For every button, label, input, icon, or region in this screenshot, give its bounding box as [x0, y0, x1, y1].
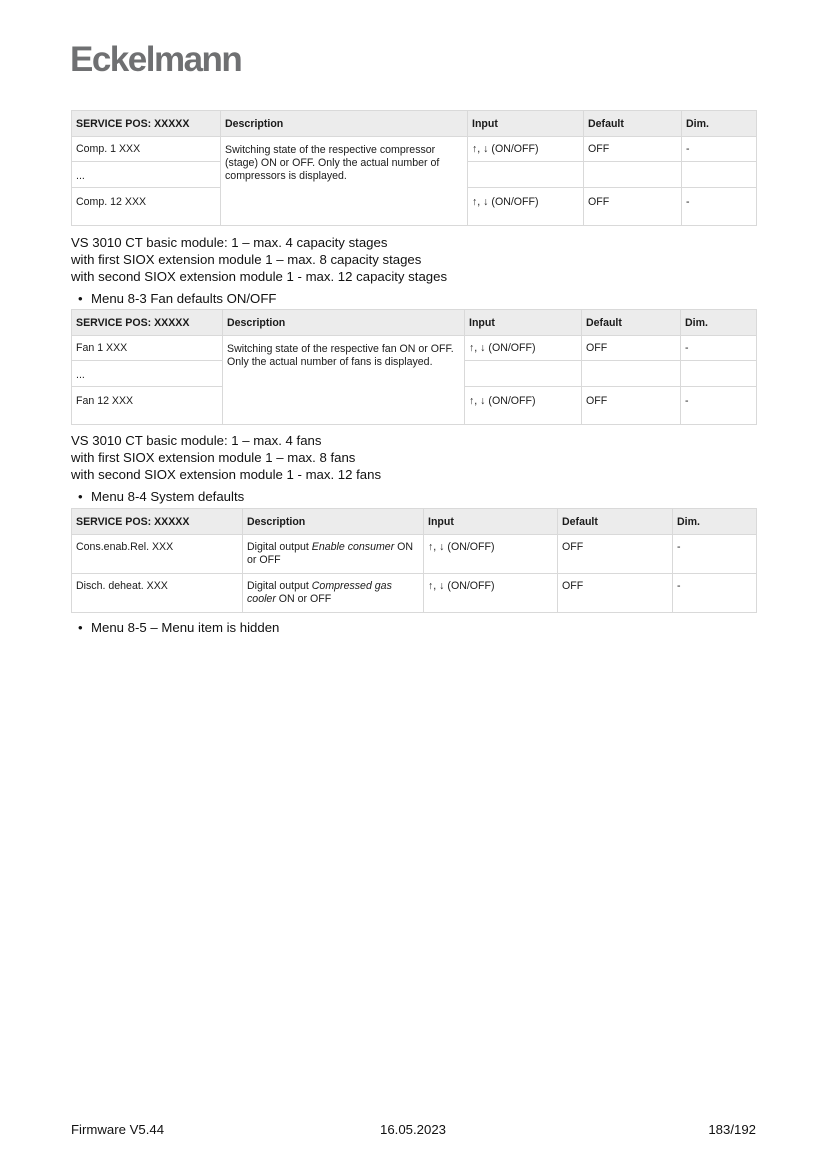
- note-line: VS 3010 CT basic module: 1 – max. 4 capacity stages: [71, 235, 388, 250]
- row-default: [584, 162, 682, 188]
- row-name: Fan 1 XXX: [72, 336, 223, 361]
- row-dim: [682, 162, 757, 188]
- col-header-description: Description: [243, 509, 424, 535]
- row-dim: -: [673, 574, 757, 613]
- fan-defaults-table: [71, 309, 757, 425]
- desc-suffix: ON or OFF: [247, 541, 414, 566]
- bullet-dot-icon: •: [78, 620, 83, 635]
- col-header-dim: Dim.: [673, 509, 757, 535]
- row-input: ↑, ↓ (ON/OFF): [468, 188, 584, 226]
- bullet-text: Menu 8-3 Fan defaults ON/OFF: [91, 291, 277, 306]
- col-header-dim: Dim.: [682, 111, 757, 137]
- col-header-input: Input: [465, 310, 582, 336]
- table-row: [72, 535, 757, 574]
- row-default: [582, 361, 681, 387]
- row-input: ↑, ↓ (ON/OFF): [424, 535, 558, 574]
- col-header-input: Input: [468, 111, 584, 137]
- desc-prefix: Digital output: [247, 541, 312, 553]
- col-header-service-pos: SERVICE POS: XXXXX: [72, 310, 223, 336]
- col-header-default: Default: [558, 509, 673, 535]
- footer-date: 16.05.2023: [380, 1122, 447, 1137]
- note-line: with first SIOX extension module 1 – max. 8 capacity stages: [71, 251, 422, 267]
- row-dim: -: [682, 137, 757, 162]
- row-default: OFF: [584, 137, 682, 162]
- row-name: Fan 12 XXX: [72, 387, 223, 425]
- table-row: [72, 137, 757, 162]
- table-header-row: [72, 310, 757, 336]
- row-dim: [681, 361, 757, 387]
- col-header-service-pos: SERVICE POS: XXXXX: [72, 509, 243, 535]
- col-header-service-pos: SERVICE POS: XXXXX: [72, 111, 221, 137]
- bullet-text: Menu 8-4 System defaults: [91, 489, 245, 504]
- row-input: ↑, ↓ (ON/OFF): [465, 336, 582, 361]
- row-input: ↑, ↓ (ON/OFF): [465, 387, 582, 425]
- col-header-dim: Dim.: [681, 310, 757, 336]
- compressor-defaults-table: [71, 110, 757, 226]
- row-default: OFF: [582, 336, 681, 361]
- row-dim: -: [681, 336, 757, 361]
- desc-prefix: Digital output: [247, 580, 312, 592]
- col-header-description: Description: [223, 310, 465, 336]
- row-default: OFF: [558, 574, 673, 613]
- row-name: Cons.enab.Rel. XXX: [72, 535, 243, 574]
- row-description: Switching state of the respective fan ON or OFF. Only the actual number of fans is displayed.: [223, 336, 465, 425]
- note-line: with first SIOX extension module 1 – max. 8 fans: [71, 449, 356, 465]
- note-line: with second SIOX extension module 1 - max. 12 capacity stages: [71, 268, 448, 284]
- row-dim: -: [682, 188, 757, 226]
- row-default: OFF: [582, 387, 681, 425]
- bullet-menu-8-3: [78, 291, 276, 306]
- desc-emphasis: Compressed gas cooler: [247, 580, 392, 605]
- row-dim: -: [673, 535, 757, 574]
- row-input: ↑, ↓ (ON/OFF): [468, 137, 584, 162]
- row-description: Switching state of the respective compressor (stage) ON or OFF. Only the actual number of compressors is displayed.: [221, 137, 468, 226]
- row-input: [468, 162, 584, 188]
- table-header-row: [72, 111, 757, 137]
- desc-emphasis: Enable consumer: [311, 541, 395, 553]
- row-description: [243, 535, 424, 574]
- footer-firmware: Firmware V5.44: [71, 1122, 165, 1137]
- table-row: [72, 336, 757, 361]
- row-dim: -: [681, 387, 757, 425]
- desc-suffix: ON or OFF: [275, 593, 332, 605]
- footer-page-number: 183/192: [708, 1122, 756, 1137]
- row-name: ...: [72, 361, 223, 387]
- col-header-input: Input: [424, 509, 558, 535]
- row-name: Comp. 12 XXX: [72, 188, 221, 226]
- row-default: OFF: [584, 188, 682, 226]
- row-input: ↑, ↓ (ON/OFF): [424, 574, 558, 613]
- compressor-stage-notes: [71, 235, 447, 285]
- row-default: OFF: [558, 535, 673, 574]
- row-name: Comp. 1 XXX: [72, 137, 221, 162]
- col-header-default: Default: [584, 111, 682, 137]
- table-header-row: [72, 509, 757, 535]
- system-defaults-table: [71, 508, 757, 613]
- col-header-default: Default: [582, 310, 681, 336]
- table-row: [72, 574, 757, 613]
- bullet-dot-icon: •: [78, 291, 83, 306]
- bullet-menu-8-5: [78, 620, 279, 635]
- bullet-dot-icon: •: [78, 489, 83, 504]
- note-line: with second SIOX extension module 1 - max. 12 fans: [71, 466, 382, 482]
- col-header-description: Description: [221, 111, 468, 137]
- fan-count-notes: [71, 433, 381, 483]
- row-description: [243, 574, 424, 613]
- bullet-menu-8-4: [78, 489, 244, 504]
- note-line: VS 3010 CT basic module: 1 – max. 4 fans: [71, 433, 322, 448]
- eckelmann-logo: Eckelmann: [70, 40, 242, 79]
- bullet-text: Menu 8-5 – Menu item is hidden: [91, 620, 280, 635]
- row-name: ...: [72, 162, 221, 188]
- row-input: [465, 361, 582, 387]
- row-name: Disch. deheat. XXX: [72, 574, 243, 613]
